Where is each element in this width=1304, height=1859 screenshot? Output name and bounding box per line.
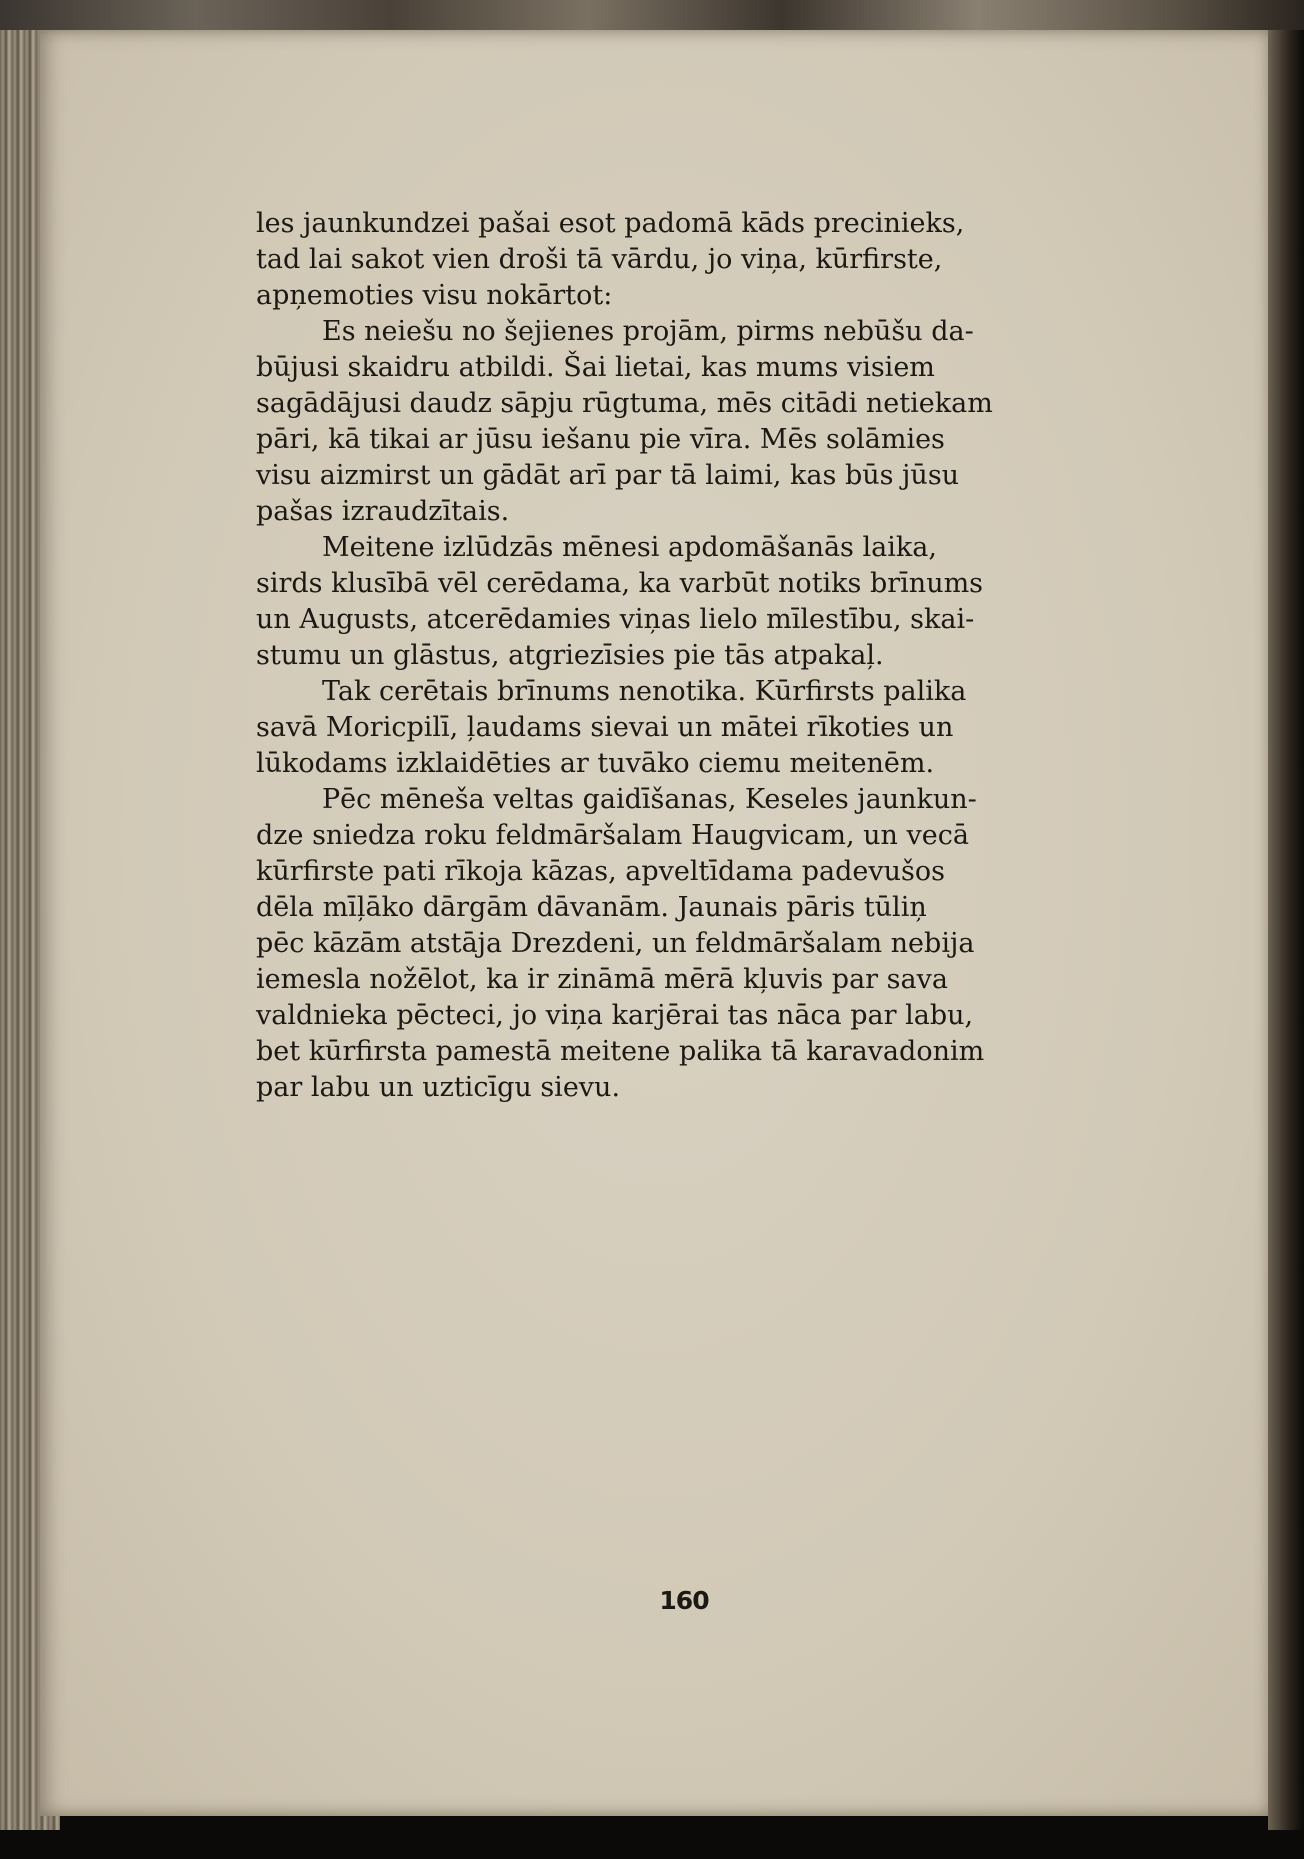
paragraph-1: les jaunkundzei pašai esot padomā kāds precinieks, tad lai sakot vien droši tā vārdu, jo viņa, kūrfirste, apņemoties visu nokārtot:: [256, 208, 965, 311]
paragraph-5: Pēc mēneša veltas gaidīšanas, Keseles jaunkun- dze sniedza roku feldmāršalam Haugvicam, un vecā kūrfirste pati rīkoja kāzas, apveltīdama padevušos dēla mīļāko dārgām dāvanām. Jaunais pāris tūliņ pēc kāzām atstāja Drezdeni, un feldmāršalam nebija iemesla nožēlot, ka ir zināmā mērā kļuvis par sava valdnieka pēcteci, jo viņa karjērai tas nāca par labu, bet kūrfirsta pamestā meitene palika tā karavadonim par labu un uzticīgu sievu.: [256, 784, 985, 1103]
page-number: 160: [659, 1586, 709, 1615]
body-text: [256, 206, 1098, 1106]
paragraph-2: Es neiešu no šejienes projām, pirms nebūšu da- būjusi skaidru atbildi. Šai lietai, kas mums visiem sagādājusi daudz sāpju rūgtuma, mēs citādi netiekam pāri, kā tikai ar jūsu iešanu pie vīra. Mēs solāmies visu aizmirst un gādāt arī par tā laimi, kas būs jūsu pašas izraudzītais.: [256, 316, 993, 527]
book-right-edge: [1268, 30, 1304, 1830]
paragraph-4: Tak cerētais brīnums nenotika. Kūrfirsts palika savā Moricpilī, ļaudams sievai un mātei rīkoties un lūkodams izklaidēties ar tuvāko ciemu meitenēm.: [256, 676, 967, 779]
paragraph-3: Meitene izlūdzās mēnesi apdomāšanās laika, sirds klusībā vēl cerēdama, ka varbūt notiks brīnums un Augusts, atcerēdamies viņas lielo mīlestību, skai- stumu un glāstus, atgriezīsies pie tās atpakaļ.: [256, 532, 984, 671]
